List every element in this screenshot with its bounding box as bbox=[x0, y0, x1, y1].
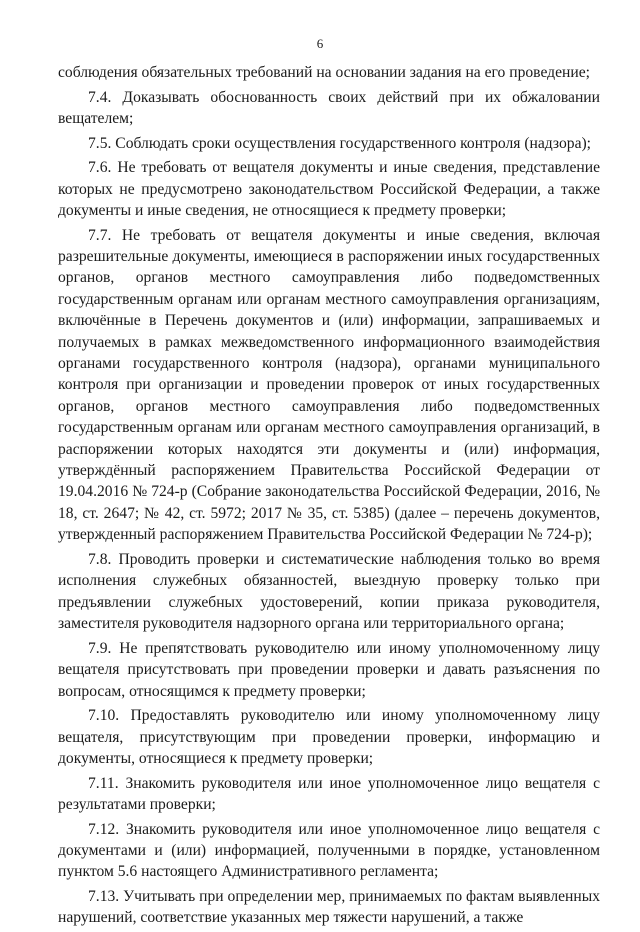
paragraph-7-7: 7.7. Не требовать от вещателя документы и иные сведения, включая разрешительные документы, имеющиеся в распоряжении иных государственных органов, органов местного самоуправления либо подведомственных государственным органам или органам местного самоуправления организациям, включённые в Перечень документов и (или) информации, запрашиваемых и получаемых в рамках межведомственного информационного взаимодействия органами государственного контроля (надзора), органами муниципального контроля при организации и проведении проверок от иных государственных органов, органов местного самоуправления либо подведомственных государственным органам или органам местного самоуправления организаций, в распоряжении которых находятся эти документы и (или) информация, утверждённый распоряжением Правительства Российской Федерации от 19.04.2016 № 724-р (Собрание законодательства Российской Федерации, 2016, № 18, ст. 2647; № 42, ст. 5972; 2017 № 35, ст. 5385) (далее – перечень документов, утвержденный распоряжением Правительства Российской Федерации № 724-р); bbox=[58, 226, 600, 544]
paragraph-7-8: 7.8. Проводить проверки и систематические наблюдения только во время исполнения служебных обязанностей, выездную проверку только при предъявлении служебных удостоверений, копии приказа руководителя, заместителя руководителя надзорного органа или территориального органа; bbox=[58, 550, 600, 633]
paragraph-7-11: 7.11. Знакомить руководителя или иное уполномоченное лицо вещателя с результатами проверки; bbox=[58, 774, 600, 813]
paragraph-7-5: 7.5. Соблюдать сроки осуществления государственного контроля (надзора); bbox=[88, 134, 592, 152]
page-number: 6 bbox=[316, 36, 324, 51]
document-body bbox=[58, 62, 600, 932]
paragraph-7-13: 7.13. Учитывать при определении мер, принимаемых по фактам выявленных нарушений, соответствие указанных мер тяжести нарушений, а также bbox=[58, 887, 600, 927]
paragraph-7-10: 7.10. Предоставлять руководителю или иному уполномоченному лицу вещателя, присутствующим при проведении проверки, информацию и документы, относящиеся к предмету проверки; bbox=[58, 707, 600, 767]
paragraph-continuation: соблюдения обязательных требований на основании задания на его проведение; bbox=[58, 64, 590, 81]
paragraph-7-12: 7.12. Знакомить руководителя или иное уполномоченное лицо вещателя с документами и (или) информацией, полученными в порядке, установленном пунктом 5.6 настоящего Административного регламента; bbox=[58, 820, 600, 881]
paragraph-7-6: 7.6. Не требовать от вещателя документы и иные сведения, представление которых не предусмотрено законодательством Российской Федерации, а также документы и иные сведения, не относящиеся к предмету проверки; bbox=[58, 159, 600, 219]
paragraph-7-4: 7.4. Доказывать обоснованность своих действий при их обжаловании вещателем; bbox=[58, 88, 600, 127]
paragraph-7-9: 7.9. Не препятствовать руководителю или иному уполномоченному лицу вещателя присутствовать при проведении проверки и давать разъяснения по вопросам, относящимся к предмету проверки; bbox=[58, 639, 600, 700]
